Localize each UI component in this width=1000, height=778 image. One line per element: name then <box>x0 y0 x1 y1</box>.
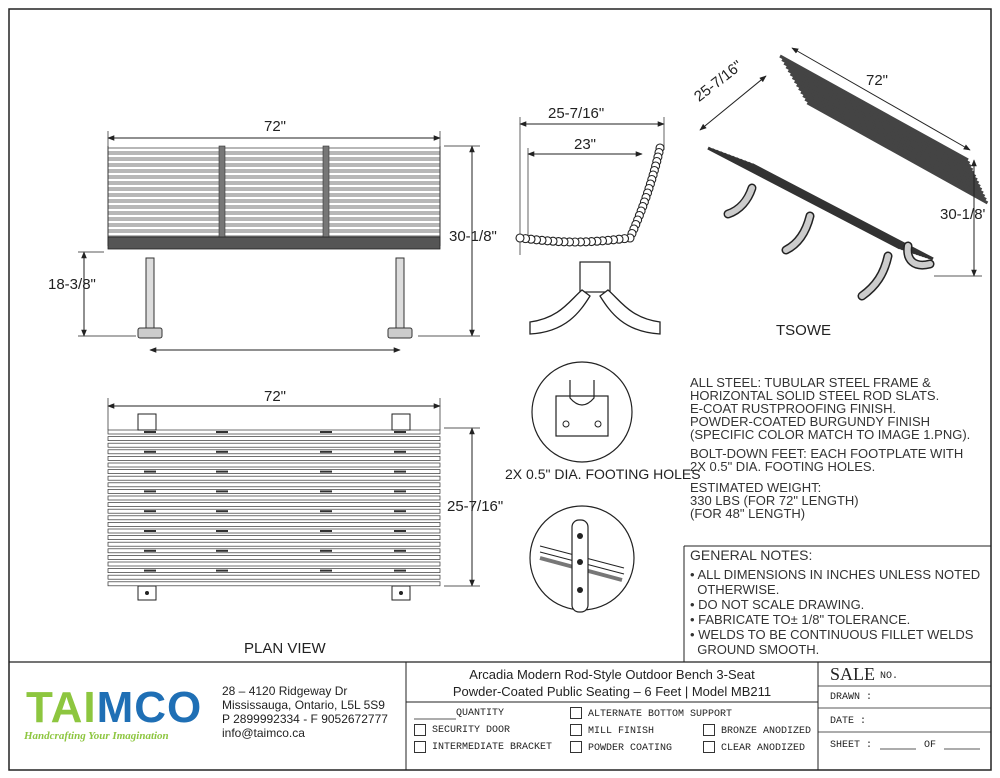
plan-support-mark <box>320 510 332 512</box>
iso-view <box>700 48 988 296</box>
spec-note-line: HORIZONTAL SOLID STEEL ROD SLATS. <box>690 388 940 403</box>
spec-note-line: ALL STEEL: TUBULAR STEEL FRAME & <box>690 375 931 390</box>
security-door-label: SECURITY DOOR <box>432 725 511 736</box>
plan-slat <box>108 483 440 487</box>
plan-slat <box>108 437 440 441</box>
general-note-line: • FABRICATE TO± 1/8" TOLERANCE. <box>690 612 911 627</box>
plan-slat <box>108 562 440 566</box>
general-note-line: • WELDS TO BE CONTINUOUS FILLET WELDS <box>690 627 974 642</box>
drawn-label: DRAWN : <box>830 692 873 703</box>
iso-back-slat <box>799 88 982 189</box>
spec-note-line: ESTIMATED WEIGHT: <box>690 480 822 495</box>
company-email[interactable]: info@taimco.ca <box>222 726 305 740</box>
iso-back-slat <box>795 81 979 183</box>
spec-note-line: E-COAT RUSTPROOFING FINISH. <box>690 401 897 416</box>
of-label: OF <box>924 740 937 751</box>
plan-view <box>108 398 480 600</box>
plan-support-mark <box>144 431 156 433</box>
plan-support-mark <box>216 451 228 453</box>
footing-holes-label: 2X 0.5" DIA. FOOTING HOLES <box>505 466 701 482</box>
plan-support-mark <box>144 451 156 453</box>
plan-support-mark <box>320 431 332 433</box>
product-title-line-2: Powder-Coated Public Seating – 6 Feet | Model MB211 <box>452 684 772 699</box>
plan-slat <box>108 516 440 520</box>
sale-label: SALE <box>830 664 875 684</box>
iso-length-dim: 72" <box>866 72 889 89</box>
plan-slat <box>108 509 440 513</box>
iso-back-slat <box>803 96 984 197</box>
plan-support-mark <box>320 471 332 473</box>
plan-slat <box>108 522 440 526</box>
iso-back-slat <box>807 103 987 203</box>
plan-slat <box>108 555 440 559</box>
powder-coating-checkbox[interactable] <box>570 741 582 753</box>
plan-support-mark <box>144 510 156 512</box>
slat-weld-detail <box>530 506 634 612</box>
plan-support-mark <box>144 471 156 473</box>
logo-wordmark: TAIMCO <box>26 683 203 732</box>
plan-slat <box>108 430 440 434</box>
seat-depth-dim: 23" <box>574 136 597 153</box>
spec-note-line: BOLT-DOWN FEET: EACH FOOTPLATE WITH <box>690 446 964 461</box>
plan-slat <box>108 529 440 533</box>
plan-depth-dim: 25-7/16" <box>447 498 504 515</box>
plan-slat <box>108 476 440 480</box>
front-slat <box>108 154 440 158</box>
bronze-anodized-label: BRONZE ANODIZED <box>721 726 812 737</box>
front-slat <box>108 190 440 194</box>
front-slat <box>108 166 440 170</box>
front-slat <box>108 148 440 152</box>
plan-support-mark <box>394 451 406 453</box>
plan-slat <box>108 470 440 474</box>
iso-back-slat <box>793 78 977 180</box>
plan-support-mark <box>320 490 332 492</box>
seat-height-dim: 18-3/8" <box>48 276 96 293</box>
plan-slat <box>108 463 440 467</box>
general-notes-title: GENERAL NOTES: <box>690 547 813 563</box>
front-height-dim: 30-1/8" <box>449 228 497 245</box>
plan-slat <box>108 542 440 546</box>
general-note-line: • DO NOT SCALE DRAWING. <box>690 597 865 612</box>
taimco-logo <box>26 683 202 732</box>
iso-back-slat <box>791 74 976 177</box>
general-note-line: GROUND SMOOTH. <box>690 642 820 657</box>
plan-slats <box>108 430 440 586</box>
footing-detail <box>532 362 632 462</box>
quantity-label: QUANTITY <box>456 708 505 719</box>
plan-support-mark <box>216 530 228 532</box>
plan-support-mark <box>320 530 332 532</box>
front-slat <box>108 160 440 164</box>
front-slats <box>108 148 440 242</box>
spec-note-line: (SPECIFIC COLOR MATCH TO IMAGE 1.PNG). <box>690 427 971 442</box>
product-title-line-1: Arcadia Modern Rod-Style Outdoor Bench 3-Seat <box>469 667 755 682</box>
iso-height-dim: 30-1/8' <box>940 206 986 223</box>
front-slat <box>108 220 440 224</box>
plan-support-mark <box>216 570 228 572</box>
plan-support-mark <box>144 530 156 532</box>
powder-coating-label: POWDER COATING <box>588 743 673 754</box>
clear-anodized-checkbox[interactable] <box>703 741 715 753</box>
intermediate-bracket-label: INTERMEDIATE BRACKET <box>432 742 553 753</box>
front-slat <box>108 226 440 230</box>
alternate-bottom-support-label: ALTERNATE BOTTOM SUPPORT <box>588 709 733 720</box>
alternate-bottom-support-checkbox[interactable] <box>570 707 582 719</box>
front-view <box>78 131 480 350</box>
intermediate-bracket-checkbox[interactable] <box>414 741 426 753</box>
plan-slat <box>108 496 440 500</box>
product-title <box>407 666 817 700</box>
plan-support-mark <box>216 550 228 552</box>
front-slat <box>108 184 440 188</box>
bronze-anodized-checkbox[interactable] <box>703 724 715 736</box>
plan-support-mark <box>216 490 228 492</box>
spec-note-line: 2X 0.5" DIA. FOOTING HOLES. <box>690 459 876 474</box>
iso-depth-dim: 25-7/16" <box>691 57 746 106</box>
clear-anodized-label: CLEAR ANODIZED <box>721 743 806 754</box>
plan-support-mark <box>394 550 406 552</box>
plan-slat <box>108 450 440 454</box>
plan-support-mark <box>394 490 406 492</box>
mill-finish-label: MILL FINISH <box>588 726 655 737</box>
plan-support-mark <box>216 471 228 473</box>
company-address-1: 28 – 4120 Ridgeway Dr <box>222 684 348 698</box>
plan-support-mark <box>394 570 406 572</box>
side-depth-dim: 25-7/16" <box>548 105 605 122</box>
plan-support-mark <box>394 530 406 532</box>
front-slat <box>108 178 440 182</box>
plan-slat <box>108 503 440 507</box>
plan-support-mark <box>394 510 406 512</box>
plan-slat <box>108 575 440 579</box>
plan-slat <box>108 536 440 540</box>
plan-support-mark <box>216 431 228 433</box>
sheet-label: SHEET : <box>830 740 873 751</box>
general-note-line: OTHERWISE. <box>690 582 780 597</box>
security-door-checkbox[interactable] <box>414 724 426 736</box>
spec-note-line: 330 LBS (FOR 72" LENGTH) <box>690 493 859 508</box>
general-note-line: • ALL DIMENSIONS IN INCHES UNLESS NOTED <box>690 567 981 582</box>
iso-back-slat <box>801 92 983 193</box>
plan-slat <box>108 549 440 553</box>
front-slat <box>108 232 440 236</box>
plan-slat <box>108 489 440 493</box>
sale-no-label: NO. <box>880 671 899 682</box>
plan-slat <box>108 582 440 586</box>
plan-support-mark <box>394 431 406 433</box>
iso-back-slat <box>797 85 980 187</box>
front-slat <box>108 196 440 200</box>
plan-slat <box>108 443 440 447</box>
spec-note-line: POWDER-COATED BURGUNDY FINISH <box>690 414 931 429</box>
plan-support-mark <box>144 490 156 492</box>
plan-width-dim: 72" <box>264 388 287 405</box>
plan-support-mark <box>144 570 156 572</box>
iso-view-label: TSOWE <box>776 322 831 339</box>
company-address-2: Mississauga, Ontario, L5L 5S9 <box>222 698 385 712</box>
spec-note-line: (FOR 48" LENGTH) <box>690 506 806 521</box>
date-label: DATE : <box>830 716 867 727</box>
company-tagline: Handcrafting Your Imagination <box>24 730 169 742</box>
front-width-dim: 72" <box>264 118 287 135</box>
plan-support-mark <box>320 451 332 453</box>
front-slat <box>108 202 440 206</box>
plan-support-mark <box>320 550 332 552</box>
plan-slat <box>108 456 440 460</box>
front-slat <box>108 208 440 212</box>
front-slat <box>108 172 440 176</box>
front-slat <box>108 214 440 218</box>
mill-finish-checkbox[interactable] <box>570 724 582 736</box>
company-phone: P 2899992334 - F 9052672777 <box>222 712 388 726</box>
plan-support-mark <box>144 550 156 552</box>
side-rod-profile <box>516 144 664 246</box>
plan-slat <box>108 569 440 573</box>
plan-support-mark <box>320 570 332 572</box>
iso-back-slat <box>805 99 986 199</box>
plan-support-mark <box>394 471 406 473</box>
plan-support-mark <box>216 510 228 512</box>
rod-section <box>516 234 524 242</box>
plan-view-label: PLAN VIEW <box>244 640 326 657</box>
